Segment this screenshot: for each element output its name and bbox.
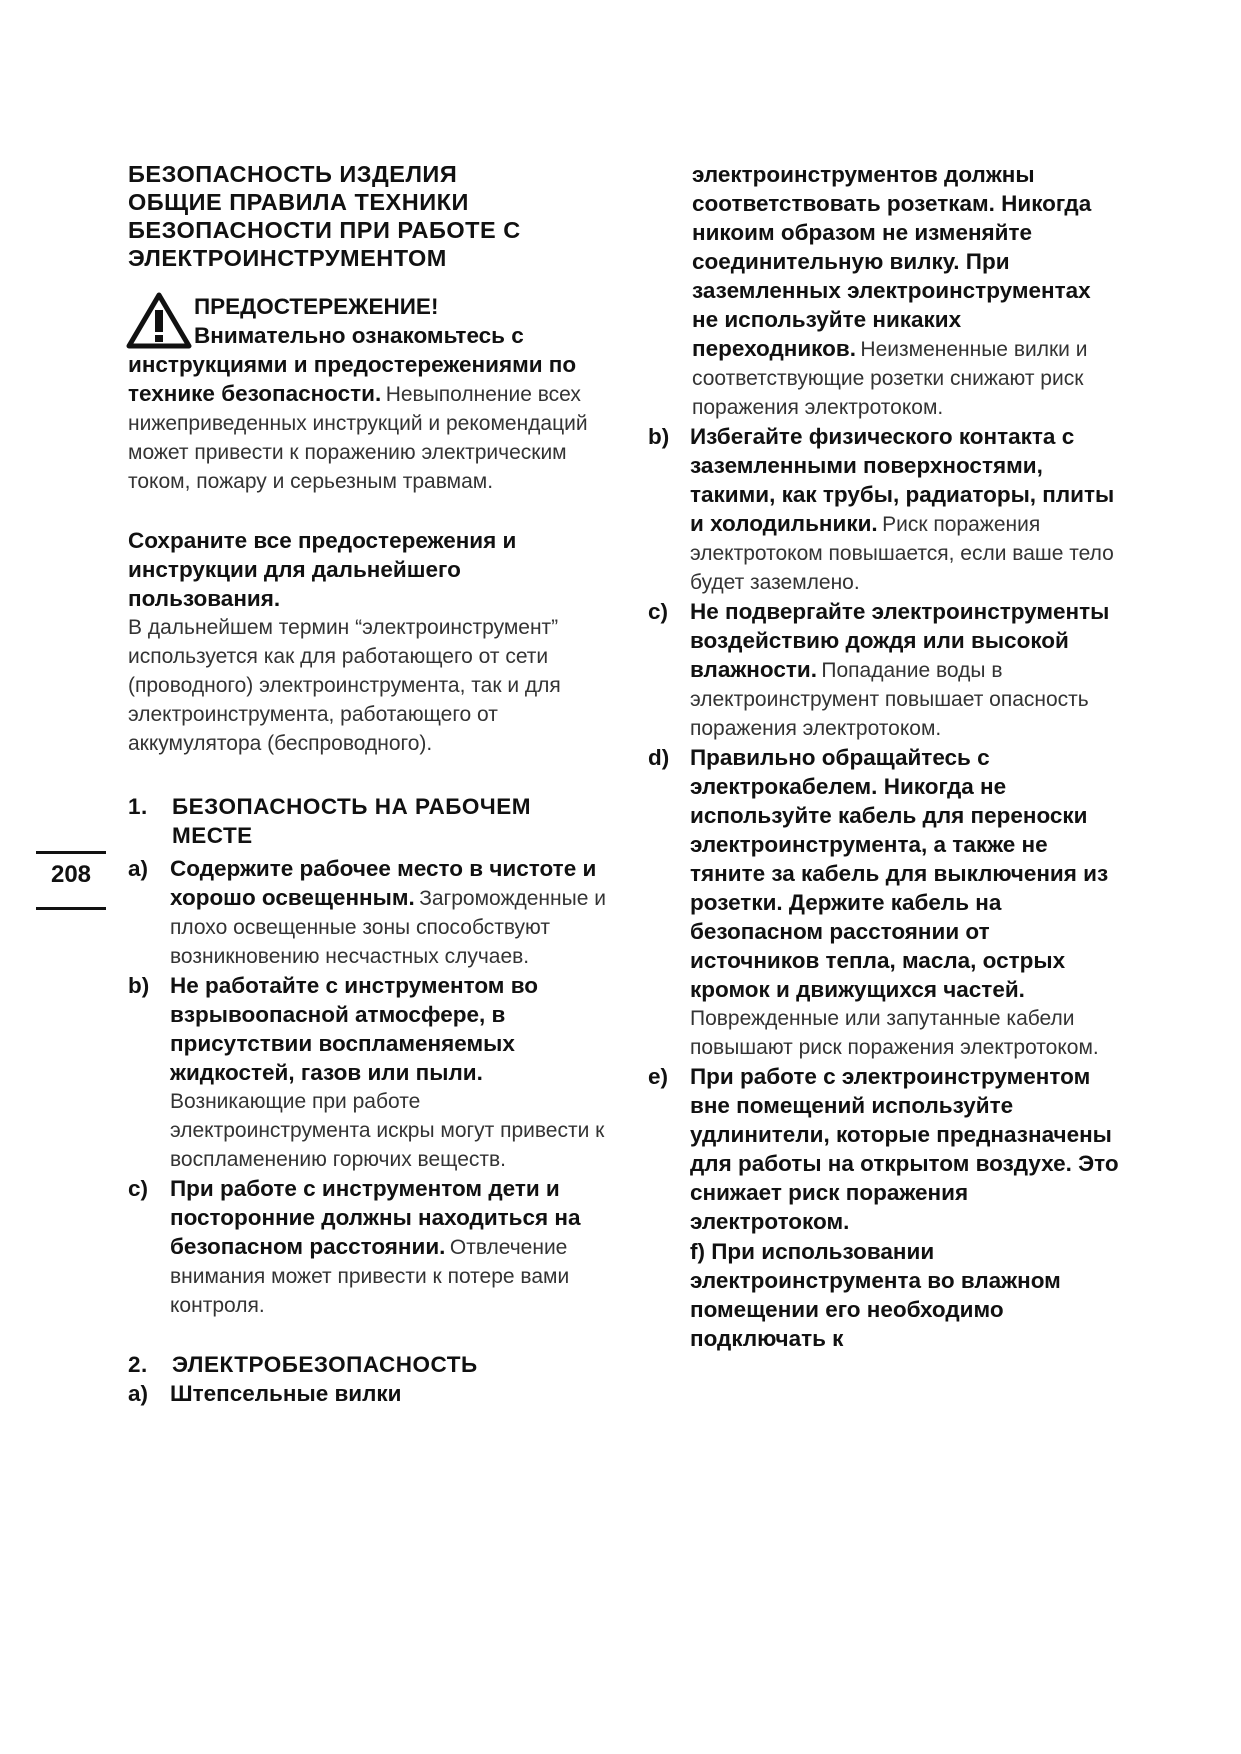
save-instructions — [128, 526, 618, 758]
list-item — [648, 1062, 1120, 1237]
title-line: ЭЛЕКТРОИНСТРУМЕНТОМ — [128, 245, 447, 271]
warning-block — [128, 292, 618, 496]
item-bold-text: Не работайте с инструментом во взрывоопасной атмосфере, в присутствии воспламеняемых жидкостей, газов или пыли. — [170, 973, 538, 1085]
item-label: b) — [128, 973, 150, 998]
title-line: БЕЗОПАСНОСТИ ПРИ РАБОТЕ С — [128, 217, 521, 243]
section-2-title: ЭЛЕКТРОБЕЗОПАСНОСТЬ — [172, 1352, 478, 1377]
page-number: 208 — [50, 861, 92, 888]
list-item — [128, 1174, 618, 1320]
section-2-heading — [128, 1350, 618, 1379]
save-text: В дальнейшем термин “электроинструмент” используется как для работающего от сети (проводного) электроинструмента, так и для электроинструмента, работающего от аккумулятора (беспроводного). — [128, 616, 561, 755]
list-item — [128, 971, 618, 1174]
list-item — [648, 422, 1120, 597]
item-label: c) — [128, 1176, 149, 1201]
item-bold-text: При работе с электроинструментом вне помещений используйте удлинители, которые предназначены для работы на открытом воздухе. Это снижает риск поражения электротоком. — [690, 1064, 1119, 1234]
item-text: Загроможденные и плохо освещенные зоны способствуют возникновению несчастных случаев. — [170, 887, 606, 968]
left-column — [128, 160, 618, 1408]
title-line: БЕЗОПАСНОСТЬ ИЗДЕЛИЯ — [128, 161, 458, 187]
section-1-number: 1. — [128, 794, 148, 819]
continuation-text: Неизмененные вилки и соответствующие розетки снижают риск поражения электротоком. — [692, 338, 1088, 419]
section-1-heading — [128, 792, 618, 850]
warning-triangle-icon — [126, 292, 192, 350]
right-column — [648, 160, 1120, 1353]
item-bold-text: Правильно обращайтесь с электрокабелем. Никогда не используйте кабель для переноски электроинструмента, а также не тяните за кабель для выключения из розетки. Держите кабель на безопасном расстоянии от источников тепла, масла, острых кромок и движущихся частей. — [690, 745, 1109, 1002]
warning-text: Невыполнение всех нижеприведенных инструкций и рекомендаций может привести к поражению электрическим током, пожару и серьезным травмам. — [128, 383, 588, 493]
save-bold-text: Сохраните все предостережения и инструкции для дальнейшего пользования. — [128, 528, 517, 611]
page-number-rule-bottom — [36, 907, 106, 910]
title-line: ОБЩИЕ ПРАВИЛА ТЕХНИКИ — [128, 189, 469, 215]
item-text: Отвлечение внимания может привести к потере вами контроля. — [170, 1236, 570, 1317]
page-title — [128, 160, 618, 272]
item-label: a) — [128, 856, 149, 881]
item-bold-text: Содержите рабочее место в чистоте и хорошо освещенным. — [170, 856, 597, 910]
section-1-title: БЕЗОПАСНОСТЬ НА РАБОЧЕМ МЕСТЕ — [172, 794, 531, 848]
page-number-marker — [36, 851, 106, 913]
list-item — [648, 743, 1120, 1062]
warning-heading: ПРЕДОСТЕРЕЖЕНИЕ! — [194, 294, 439, 319]
item-bold-text: Штепсельные вилки — [170, 1381, 402, 1406]
item-label: a) — [128, 1381, 149, 1406]
item-text: Возникающие при работе электроинструмента искры могут привести к воспламенению горючих веществ. — [170, 1090, 605, 1171]
item-label: b) — [648, 424, 670, 449]
item-label: e) — [648, 1064, 669, 1089]
item-bold-text: Избегайте физического контакта с заземленными поверхностями, такими, как трубы, радиаторы, плиты и холодильники. — [690, 424, 1115, 536]
continuation-paragraph — [692, 160, 1120, 422]
item-text: Риск поражения электротоком повышается, если ваше тело будет заземлено. — [690, 513, 1114, 594]
item-text: Попадание воды в электроинструмент повышает опасность поражения электротоком. — [690, 659, 1089, 740]
item-label: d) — [648, 745, 670, 770]
item-label: c) — [648, 599, 669, 624]
item-f-text: f) При использовании электроинструмента во влажном помещении его необходимо подключать к — [690, 1239, 1061, 1351]
list-item — [128, 1379, 618, 1408]
warning-bold-text: Внимательно ознакомьтесь с инструкциями и предостережениями по технике безопасности. — [128, 323, 577, 406]
list-item — [648, 597, 1120, 743]
item-bold-text: Не подвергайте электроинструменты воздействию дождя или высокой влажности. — [690, 599, 1110, 682]
list-item — [128, 854, 618, 971]
continuation-bold-text: электроинструментов должны соответствовать розеткам. Никогда никоим образом не изменяйте соединительную вилку. При заземленных электроинструментах не используйте никаких переходников. — [692, 162, 1092, 361]
page-number-rule-top — [36, 851, 106, 854]
section-2-number: 2. — [128, 1352, 148, 1377]
item-text: Поврежденные или запутанные кабели повышают риск поражения электротоком. — [690, 1007, 1099, 1059]
item-bold-text: При работе с инструментом дети и посторонние должны находиться на безопасном расстоянии. — [170, 1176, 581, 1259]
